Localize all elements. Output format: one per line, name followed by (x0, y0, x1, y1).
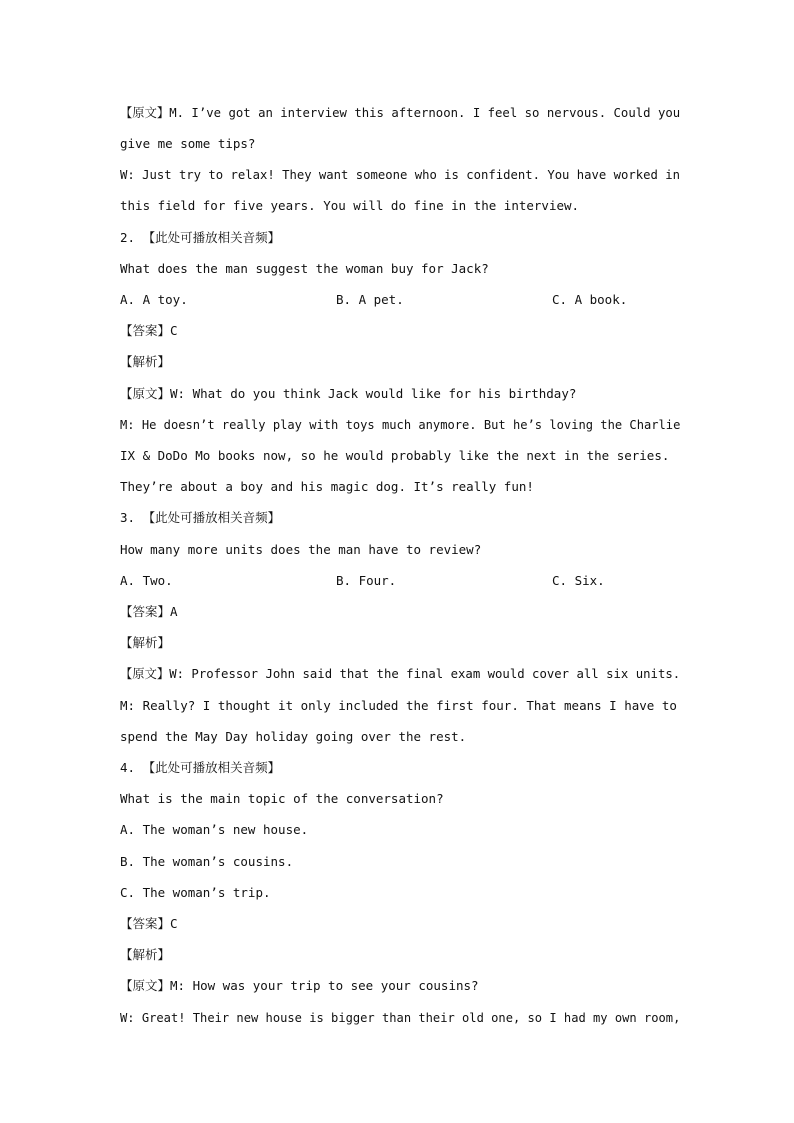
answer-label: 【答案】C (120, 916, 178, 931)
transcript-line: 【原文】M. I’ve got an interview this afternoon. I feel so nervous. Could you (120, 105, 681, 120)
question-text: What does the man suggest the woman buy for Jack? (120, 261, 489, 276)
transcript-line: IX & DoDo Mo books now, so he would probably like the next in the series. (120, 448, 670, 463)
answer-label: 【答案】C (120, 323, 178, 338)
transcript-line: this field for five years. You will do fine in the interview. (120, 198, 580, 213)
transcript-line: spend the May Day holiday going over the rest. (120, 729, 467, 744)
transcript-line: give me some tips? (120, 136, 256, 151)
question-heading: 3. 【此处可播放相关音频】 (120, 510, 281, 525)
option-b: B. Four. (336, 573, 397, 588)
transcript-line: W: Great! Their new house is bigger than their old one, so I had my own room, (120, 1010, 681, 1025)
transcript-line: They’re about a boy and his magic dog. It’s really fun! (120, 479, 534, 494)
option-a: A. Two. (120, 573, 173, 588)
transcript-line: 【原文】W: What do you think Jack would like for his birthday? (120, 386, 577, 401)
question-text: What is the main topic of the conversation? (120, 791, 444, 806)
option-b: B. A pet. (336, 292, 404, 307)
option-c: C. The woman’s trip. (120, 885, 271, 900)
option-c: C. A book. (552, 292, 628, 307)
analysis-label: 【解析】 (120, 635, 171, 650)
question-heading: 2. 【此处可播放相关音频】 (120, 230, 281, 245)
transcript-line: 【原文】M: How was your trip to see your cousins? (120, 978, 479, 993)
question-heading: 4. 【此处可播放相关音频】 (120, 760, 281, 775)
option-a: A. A toy. (120, 292, 188, 307)
question-text: How many more units does the man have to review? (120, 542, 482, 557)
transcript-line: M: Really? I thought it only included the first four. That means I have to (120, 698, 677, 713)
transcript-line: M: He doesn’t really play with toys much anymore. But he’s loving the Charlie (120, 417, 681, 432)
option-c: C. Six. (552, 573, 605, 588)
option-b: B. The woman’s cousins. (120, 854, 294, 869)
analysis-label: 【解析】 (120, 354, 171, 369)
answer-label: 【答案】A (120, 604, 178, 619)
analysis-label: 【解析】 (120, 947, 171, 962)
transcript-line: 【原文】W: Professor John said that the final exam would cover all six units. (120, 666, 681, 681)
option-a: A. The woman’s new house. (120, 822, 309, 837)
transcript-line: W: Just try to relax! They want someone who is confident. You have worked in (120, 167, 680, 182)
